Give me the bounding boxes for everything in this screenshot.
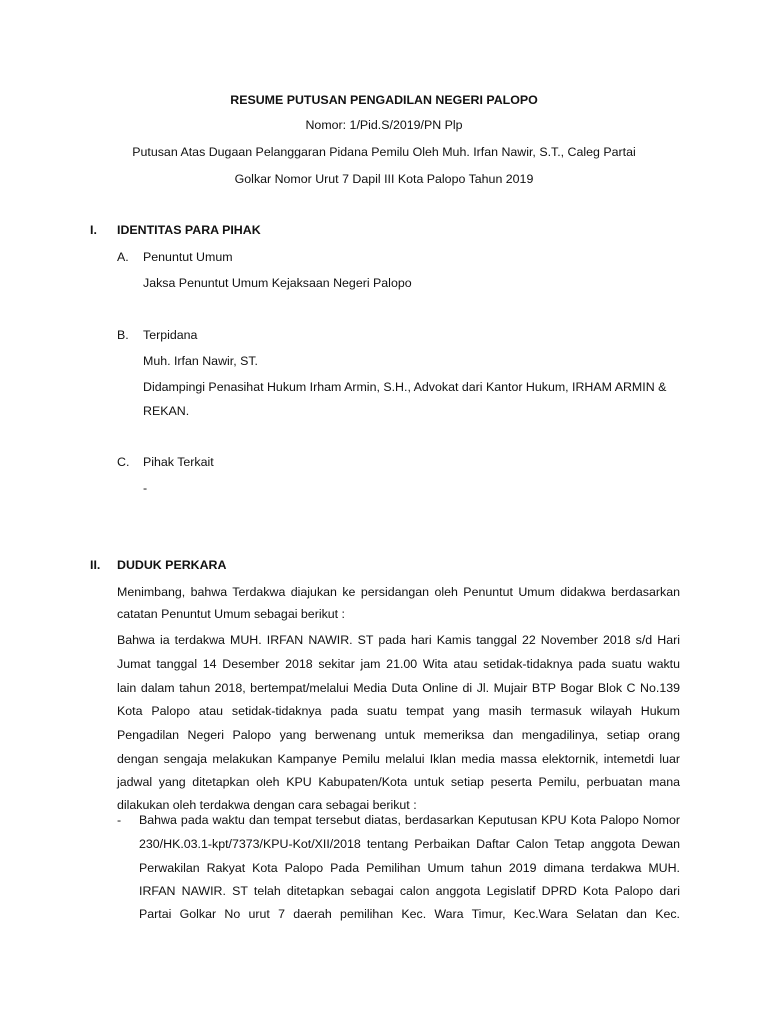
bullet-line: 230/HK.03.1-kpt/7373/KPU-Kot/XII/2018 tentang Perbaikan Daftar Calon Tetap anggota Dewan [139,837,680,851]
party-b-letter: B. [117,328,129,342]
party-a-letter: A. [117,250,129,264]
section-1-heading: IDENTITAS PARA PIHAK [117,223,261,237]
paragraph-line: Menimbang, bahwa Terdakwa diajukan ke persidangan oleh Penuntut Umum didakwa berdasarkan [117,585,680,599]
paragraph-line: catatan Penuntut Umum sebagai berikut : [117,607,345,621]
bullet-line: Bahwa pada waktu dan tempat tersebut diatas, berdasarkan Keputusan KPU Kota Palopo Nomor [139,813,680,827]
bullet-line: Perwakilan Rakyat Kota Palopo Pada Pemilihan Umum tahun 2019 dimana terdakwa MUH. [139,861,680,875]
party-c-value: - [143,481,148,495]
party-c-letter: C. [117,455,130,469]
party-a-label: Penuntut Umum [143,250,233,264]
document-number: Nomor: 1/Pid.S/2019/PN Plp [305,118,463,132]
paragraph-line: Jumat tanggal 14 Desember 2018 sekitar jam 21.00 Wita atau setidak-tidaknya pada suatu waktu [117,657,680,671]
bullet-line: Partai Golkar No urut 7 daerah pemilihan Kec. Wara Timur, Kec.Wara Selatan dan Kec. [139,907,680,921]
party-c-label: Pihak Terkait [143,455,214,469]
party-b-counsel-line-1: Didampingi Penasihat Hukum Irham Armin, S.H., Advokat dari Kantor Hukum, IRHAM ARMIN & [143,380,667,394]
paragraph-line: Kota Palopo atau setidak-tidaknya pada suatu tempat yang masih termasuk wilayah Hukum [117,704,680,718]
paragraph-line: Bahwa ia terdakwa MUH. IRFAN NAWIR. ST pada hari Kamis tanggal 22 November 2018 s/d Hari [117,633,680,647]
paragraph-line: dengan sengaja melakukan Kampanye Pemilu melalui Iklan media massa elektornik, intemetdi luar [117,752,680,766]
paragraph-line: dilakukan oleh terdakwa dengan cara sebagai berikut : [117,798,417,812]
section-2-heading: DUDUK PERKARA [117,558,227,572]
paragraph-line: lain dalam tahun 2018, bertempat/melalui Media Duta Online di Jl. Mujair BTP Bogar Blok C No.139 [117,681,680,695]
document-subtitle-line-2: Golkar Nomor Urut 7 Dapil III Kota Palopo Tahun 2019 [234,172,534,186]
party-b-counsel-line-2: REKAN. [143,404,190,418]
document-subtitle-line-1: Putusan Atas Dugaan Pelanggaran Pidana Pemilu Oleh Muh. Irfan Nawir, S.T., Caleg Partai [132,145,636,159]
bullet-marker: - [117,813,122,827]
document-title: RESUME PUTUSAN PENGADILAN NEGERI PALOPO [230,93,538,107]
section-1-number: I. [90,223,97,237]
paragraph-line: jadwal yang ditetapkan oleh KPU Kabupaten/Kota untuk setiap peserta Pemilu, perbuatan mana [117,775,680,789]
party-a-value: Jaksa Penuntut Umum Kejaksaan Negeri Palopo [143,276,412,290]
paragraph-line: Pengadilan Negeri Palopo yang berwenang untuk memeriksa dan mengadilinya, setiap orang [117,728,680,742]
section-2-number: II. [90,558,101,572]
bullet-line: IRFAN NAWIR. ST telah ditetapkan sebagai calon anggota Legislatif DPRD Kota Palopo dari [139,884,680,898]
party-b-name: Muh. Irfan Nawir, ST. [143,354,258,368]
party-b-label: Terpidana [143,328,198,342]
